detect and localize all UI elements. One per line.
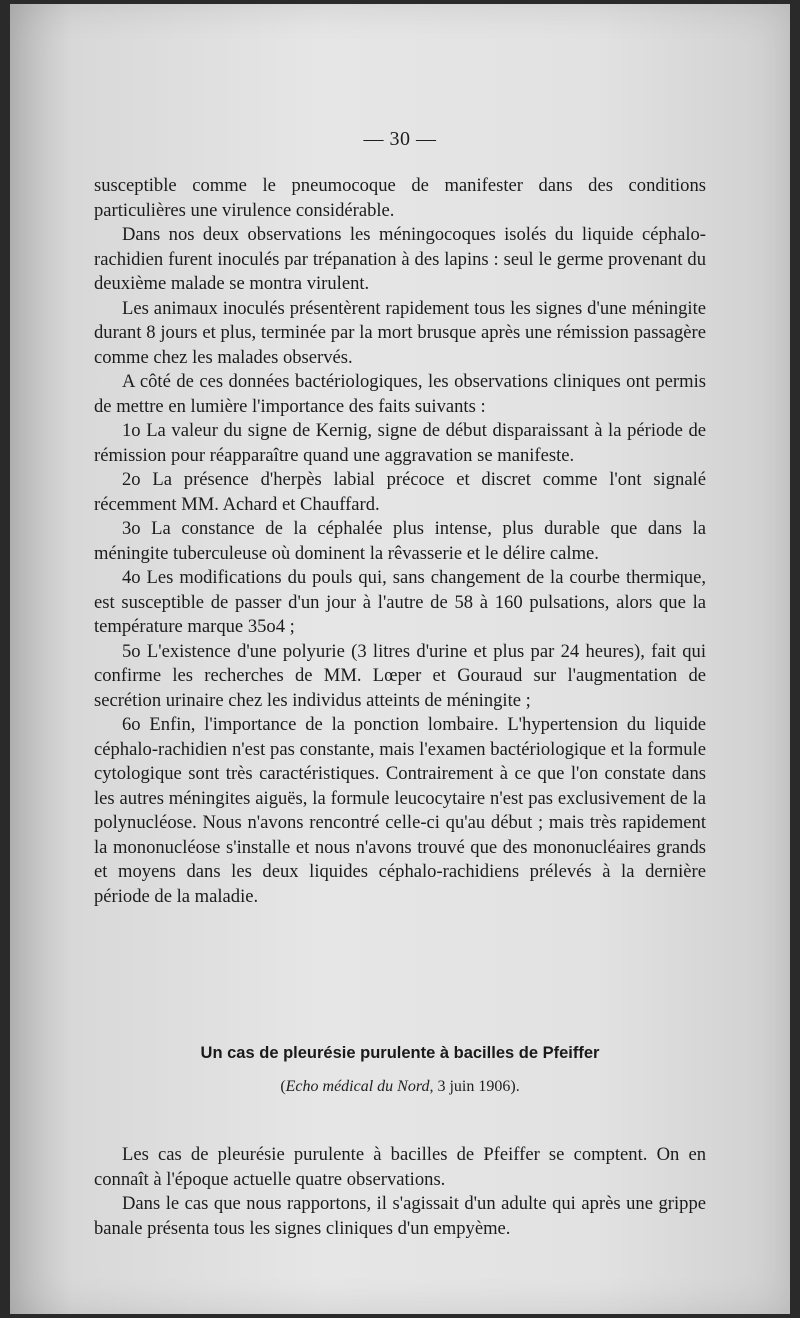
paragraph-ponction: 6o Enfin, l'importance de la ponction lombaire. L'hypertension du liquide céphalo-rachidien n'est pas constante, mais l'examen bactériologique et la formule cytologique sont très caractéristiques. Contrairement à ce que l'on constate dans les autres méningites aiguës, la formule leucocytaire n'est pas exclusivement de la polynucléose. Nous n'avons rencontré celle-ci qu'au début ; mais très rapidement la mononucléose s'installe et nous n'avons trouvé que des mononucléaires grands et moyens dans les deux liquides céphalo-rachidiens prélevés à la dernière période de la maladie. <box>94 714 706 907</box>
paragraph-clinical-intro: A côté de ces données bactériologiques, les observations cliniques ont permis de mettre en lumière l'importance des faits suivants : <box>94 371 706 417</box>
section-title: Un cas de pleurésie purulente à bacilles de Pfeiffer <box>200 1044 600 1062</box>
citation-open: ( <box>280 1078 286 1095</box>
paragraph-polyurie: 5o L'existence d'une polyurie (3 litres d'urine et plus par 24 heures), fait qui confirme les recherches de MM. Lœper et Gouraud sur l'augmentation de secrétion urinaire chez les individus atteints de méningite ; <box>94 640 706 711</box>
paragraph-continuation: susceptible comme le pneumocoque de manifester dans des conditions particulières une virulence considérable. <box>94 175 706 221</box>
paragraph-pouls: 4o Les modifications du pouls qui, sans changement de la courbe thermique, est susceptible de passer d'un jour à l'autre de 58 à 160 pulsations, alors que la température marque 35o4 ; <box>94 567 706 637</box>
section-paragraph-2: Dans le cas que nous rapportons, il s'agissait d'un adulte qui après une grippe banale présenta tous les signes cliniques d'un empyème. <box>94 1193 706 1239</box>
section-text <box>94 1143 706 1241</box>
paragraph-inoculation: Dans nos deux observations les méningocoques isolés du liquide céphalo-rachidien furent inoculés par trépanation à des lapins : seul le germe provenant du deuxième malade se montra virulent. <box>94 224 706 294</box>
citation-journal: Echo médical du Nord, <box>285 1078 434 1095</box>
paragraph-cephalee: 3o La constance de la céphalée plus intense, plus durable que dans la méningite tuberculeuse où dominent la rêvasserie et le délire calme. <box>94 518 706 564</box>
page-number: — 30 — <box>363 128 437 150</box>
main-text <box>94 174 706 909</box>
paragraph-animals: Les animaux inoculés présentèrent rapidement tous les signes d'une méningite durant 8 jours et plus, terminée par la mort brusque après une rémission passagère comme chez les malades observés. <box>94 297 706 368</box>
section-paragraph-1: Les cas de pleurésie purulente à bacilles de Pfeiffer se comptent. On en connaît à l'époque actuelle quatre observations. <box>94 1144 706 1190</box>
paragraph-kernig: 1o La valeur du signe de Kernig, signe de début disparaissant à la période de rémission pour réapparaître quand une aggravation se manifeste. <box>94 420 706 466</box>
section-citation <box>0 1078 800 1096</box>
citation-date: 3 juin 1906). <box>437 1078 520 1095</box>
paragraph-herpes: 2o La présence d'herpès labial précoce et discret comme l'ont signalé récemment MM. Achard et Chauffard. <box>94 469 706 515</box>
